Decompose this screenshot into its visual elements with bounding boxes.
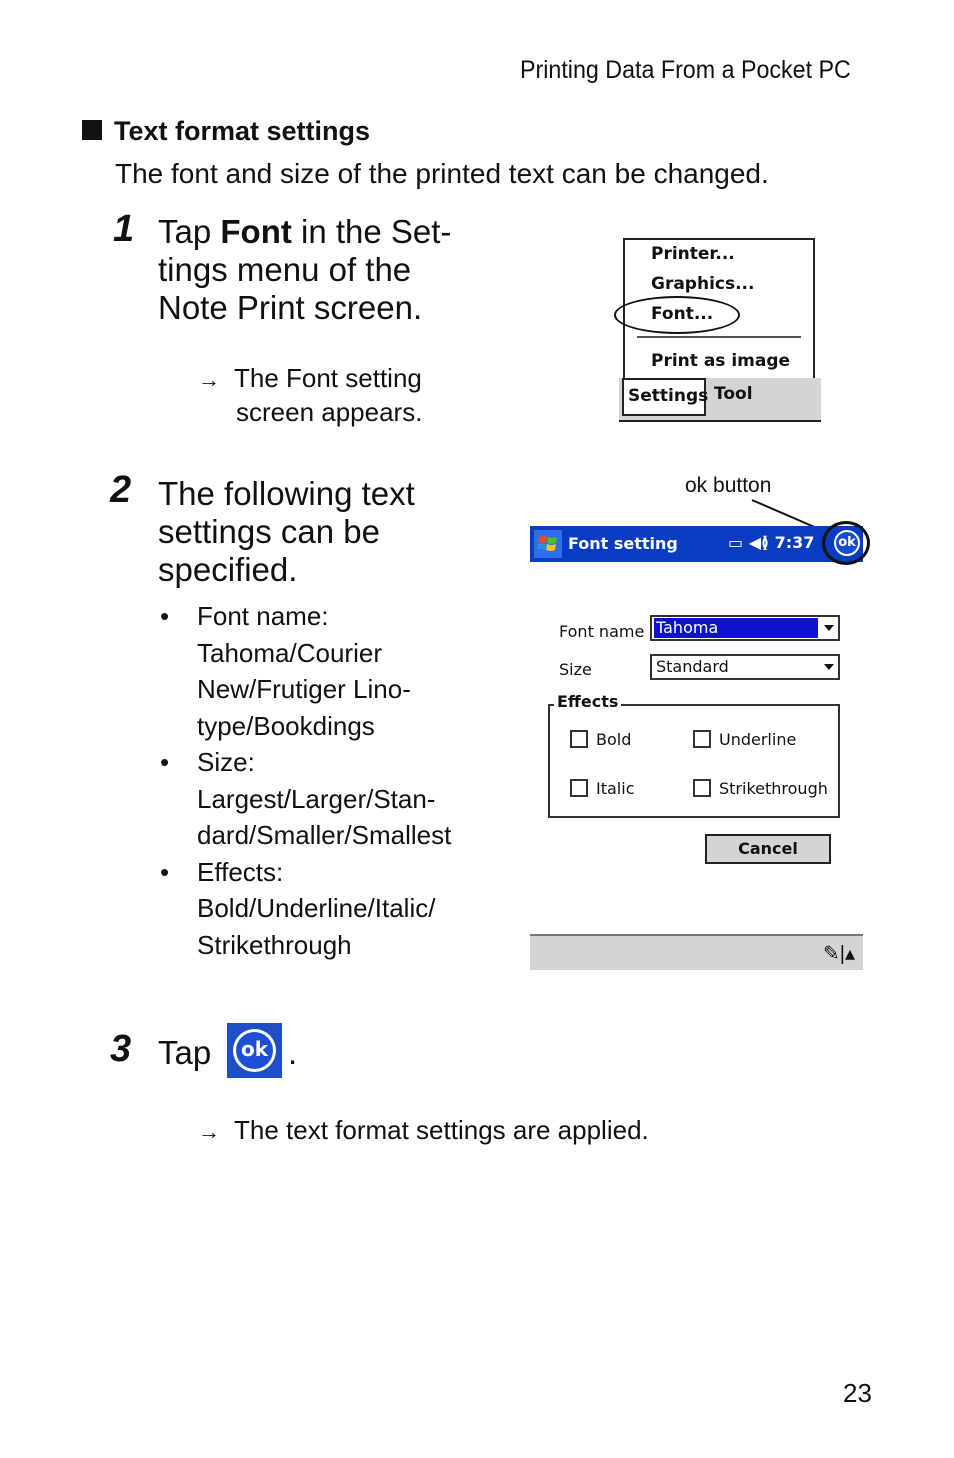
bullet-line: Size: [197, 747, 255, 777]
settings-bullet-list [160, 598, 490, 963]
italic-checkbox[interactable] [570, 779, 588, 797]
step-1-result-line2: screen appears. [236, 397, 423, 427]
menu-item-graphics[interactable]: Graphics... [651, 274, 755, 294]
chevron-down-icon [824, 664, 834, 670]
menu-item-printer[interactable]: Printer... [651, 244, 735, 264]
input-bar [530, 934, 863, 970]
bullet-size [160, 744, 490, 854]
step-1-font-keyword: Font [220, 213, 292, 250]
running-header: Printing Data From a Pocket PC [520, 56, 851, 84]
step-3-result [198, 1114, 649, 1148]
bullet-line: Tahoma/Courier [197, 637, 382, 668]
strikethrough-checkbox[interactable] [693, 779, 711, 797]
effects-label: Effects [554, 692, 621, 711]
font-name-value: Tahoma [654, 618, 818, 638]
clock: 7:37 [774, 533, 815, 552]
font-name-dropdown[interactable] [650, 615, 840, 641]
menu-bar [619, 378, 821, 422]
dialog-title: Font setting [568, 534, 678, 553]
step-1-result-line1: The Font setting [233, 363, 422, 393]
step-2-line2: settings can be [158, 513, 380, 550]
chevron-down-icon [824, 625, 834, 631]
step-3-period: . [288, 1034, 298, 1071]
ok-button-callout: ok button [685, 474, 772, 497]
italic-label: Italic [596, 779, 635, 798]
bullet-line: Effects: [197, 856, 284, 887]
cancel-button[interactable]: Cancel [705, 834, 831, 864]
menubar-settings[interactable] [622, 378, 709, 416]
size-value: Standard [656, 657, 729, 676]
menubar-tool[interactable]: Tool [714, 384, 753, 404]
step-1-result [198, 362, 422, 429]
step-3-result-text: The text format settings are applied. [233, 1115, 649, 1145]
bullet-line: New/Frutiger Lino- [197, 674, 411, 704]
ok-icon-ring [233, 1029, 276, 1072]
battery-icon: ▭ [728, 533, 744, 552]
menu-item-print-as-image[interactable]: Print as image [651, 351, 791, 371]
size-dropdown[interactable] [650, 654, 840, 680]
step-2-line3: specified. [158, 551, 298, 588]
step-3-text: Tap [158, 1034, 212, 1071]
ok-icon [227, 1023, 282, 1078]
section-intro: The font and size of the printed text can be changed. [115, 158, 769, 189]
page-number: 23 [843, 1378, 872, 1408]
step-1-number: 1 [113, 208, 135, 250]
bullet-effects [160, 854, 490, 964]
bullet-line: Font name: [197, 601, 329, 631]
step-1-text-b: in the Set- [291, 213, 452, 250]
menubar-settings-label: Settings [628, 386, 709, 406]
ok-button[interactable]: ok [834, 530, 860, 556]
bold-checkbox[interactable] [570, 730, 588, 748]
step-1-line3: Note Print screen. [158, 289, 423, 326]
bullet-line: Strikethrough [197, 929, 352, 960]
bullet-dot: • [160, 856, 170, 887]
step-2-text [158, 475, 488, 589]
speaker-icon: ◀≬ [748, 533, 770, 552]
status-area [728, 533, 814, 552]
menu-separator [637, 336, 801, 338]
font-highlight-oval [614, 296, 740, 334]
step-1-text-a: Tap [158, 213, 221, 250]
bullet-font-name [160, 598, 490, 744]
pen-input-icon[interactable]: ✎|▴ [823, 943, 855, 965]
dialog-title-bar [530, 526, 863, 562]
arrow-icon: → [198, 367, 220, 392]
effects-group [548, 704, 840, 818]
section-bullet-square [82, 120, 102, 140]
bullet-dot: • [160, 601, 170, 631]
bullet-line: dard/Smaller/Smallest [197, 820, 452, 850]
arrow-icon: → [198, 1119, 220, 1144]
step-2-number: 2 [110, 469, 132, 511]
step-1-text [158, 213, 488, 327]
windows-start-icon[interactable] [534, 530, 562, 558]
bullet-dot: • [160, 747, 170, 777]
menu-item-font[interactable]: Font... [651, 304, 714, 324]
bold-label: Bold [596, 730, 632, 749]
section-title: Text format settings [114, 116, 371, 146]
bullet-line: Largest/Larger/Stan- [197, 783, 436, 814]
bullet-line: type/Bookdings [197, 710, 375, 741]
bullet-line: Bold/Underline/Italic/ [197, 893, 436, 923]
underline-label: Underline [719, 730, 797, 749]
step-3-number: 3 [110, 1028, 132, 1070]
ok-highlight-oval [822, 521, 870, 565]
step-2-line1: The following text [158, 475, 415, 512]
strikethrough-label: Strikethrough [719, 779, 828, 798]
step-1-line2: tings menu of the [158, 251, 412, 288]
underline-checkbox[interactable] [693, 730, 711, 748]
font-name-label: Font name [559, 622, 645, 641]
size-label: Size [559, 660, 592, 679]
ok-icon-label: ok [236, 1032, 273, 1069]
